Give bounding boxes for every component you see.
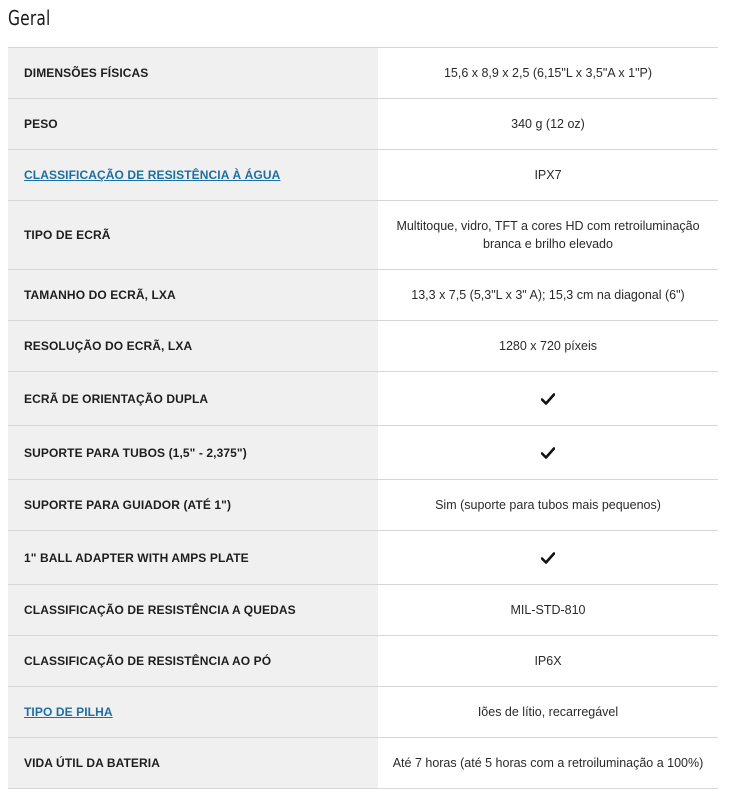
table-row: [8, 201, 718, 270]
spec-label: TAMANHO DO ECRÃ, LXA: [8, 270, 378, 321]
table-row: [8, 372, 718, 426]
table-row: [8, 48, 718, 99]
spec-value: 1280 x 720 píxeis: [378, 321, 718, 372]
spec-value: IPX7: [378, 150, 718, 201]
spec-value-cell: [378, 201, 718, 270]
checkmark-icon: [541, 447, 555, 459]
table-row: [8, 99, 718, 150]
spec-label: RESOLUÇÃO DO ECRÃ, LXA: [8, 321, 378, 372]
spec-label: TIPO DE ECRÃ: [8, 201, 378, 270]
spec-value-cell: [378, 426, 718, 480]
spec-label: SUPORTE PARA GUIADOR (ATÉ 1"): [8, 480, 378, 531]
spec-label: SUPORTE PARA TUBOS (1,5" - 2,375"): [8, 426, 378, 480]
table-row: [8, 480, 718, 531]
table-row: [8, 636, 718, 687]
section-title: Geral: [8, 6, 51, 30]
water-rating-link[interactable]: CLASSIFICAÇÃO DE RESISTÊNCIA À ÁGUA: [24, 168, 281, 182]
table-row: [8, 687, 718, 738]
table-row: [8, 270, 718, 321]
table-row: [8, 150, 718, 201]
spec-label: CLASSIFICAÇÃO DE RESISTÊNCIA A QUEDAS: [8, 585, 378, 636]
specs-table: [8, 47, 718, 789]
spec-value: MIL-STD-810: [378, 585, 718, 636]
checkmark-icon: [541, 393, 555, 405]
spec-value: 15,6 x 8,9 x 2,5 (6,15"L x 3,5"A x 1"P): [378, 48, 718, 99]
spec-label: PESO: [8, 99, 378, 150]
spec-label: DIMENSÕES FÍSICAS: [8, 48, 378, 99]
table-row: [8, 531, 718, 585]
spec-label: VIDA ÚTIL DA BATERIA: [8, 738, 378, 789]
table-row: [8, 585, 718, 636]
spec-label-cell: [8, 150, 378, 201]
checkmark-icon: [541, 552, 555, 564]
spec-label: ECRÃ DE ORIENTAÇÃO DUPLA: [8, 372, 378, 426]
battery-type-link[interactable]: TIPO DE PILHA: [24, 705, 113, 719]
spec-label: 1" BALL ADAPTER WITH AMPS PLATE: [8, 531, 378, 585]
spec-label-cell: [8, 687, 378, 738]
spec-value-line: branca e brilho elevado: [483, 237, 613, 251]
table-row: [8, 738, 718, 789]
spec-value-cell: [378, 372, 718, 426]
spec-label: CLASSIFICAÇÃO DE RESISTÊNCIA AO PÓ: [8, 636, 378, 687]
table-row: [8, 321, 718, 372]
spec-value: Sim (suporte para tubos mais pequenos): [378, 480, 718, 531]
spec-value: Até 7 horas (até 5 horas com a retroiluminação a 100%): [378, 738, 718, 789]
spec-value: IP6X: [378, 636, 718, 687]
spec-value: Iões de lítio, recarregável: [378, 687, 718, 738]
table-row: [8, 426, 718, 480]
spec-value: 340 g (12 oz): [378, 99, 718, 150]
spec-value-line: Multitoque, vidro, TFT a cores HD com retroiluminação: [396, 219, 700, 233]
spec-value: 13,3 x 7,5 (5,3"L x 3" A); 15,3 cm na diagonal (6"): [378, 270, 718, 321]
spec-value-cell: [378, 531, 718, 585]
